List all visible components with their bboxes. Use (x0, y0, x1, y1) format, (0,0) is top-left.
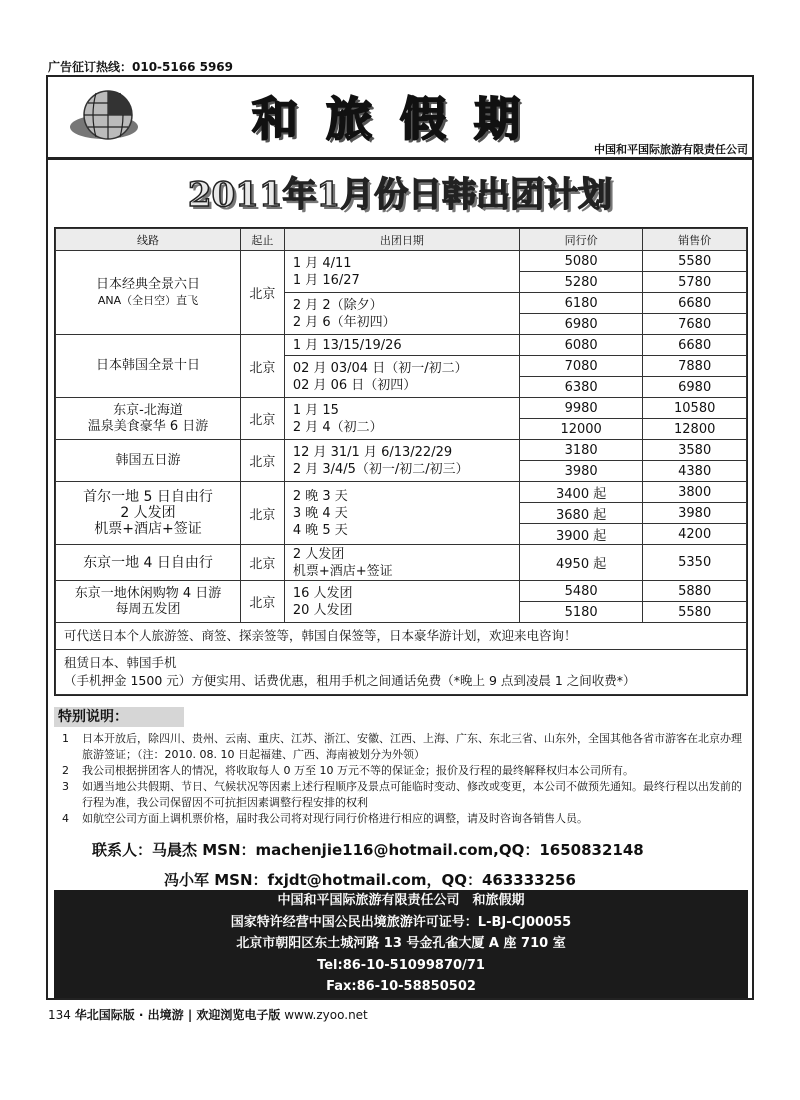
table-row (56, 398, 747, 419)
footer-license: 国家特许经营中国公民出境旅游许可证号：L-BJ-CJ00055 (230, 914, 572, 930)
publication-name: 华北国际版 · 出境游 | 欢迎浏览电子版 (74, 1008, 281, 1022)
trade-price: 6180 (519, 293, 642, 314)
company-name: 中国和平国际旅游有限责任公司 (594, 143, 748, 156)
header-sale-price: 销售价 (643, 229, 747, 251)
route-cell: 东京一地 4 日自由行 (56, 545, 241, 581)
trade-price: 6080 (519, 335, 642, 356)
sale-price: 5780 (643, 272, 747, 293)
brand-title: 和旅假期 (252, 92, 548, 146)
trade-price: 6380 (519, 377, 642, 398)
website-link[interactable]: www.zyoo.net (284, 1008, 368, 1022)
footer-tel: Tel:86-10-51099870/71 (317, 957, 485, 973)
table-row (56, 335, 747, 356)
dates-cell: 02 月 03/04 日（初一/初二） 02 月 06 日（初四） (284, 356, 519, 398)
table-header-row (56, 229, 747, 251)
dates-cell: 1 月 13/15/19/26 (284, 335, 519, 356)
sale-price: 3580 (643, 440, 747, 461)
sale-price: 7880 (643, 356, 747, 377)
sale-price: 5580 (643, 602, 747, 623)
from-cell: 北京 (241, 482, 285, 545)
visa-note: 可代送日本个人旅游签、商签、探亲签等，韩国自保签等，日本豪华游计划，欢迎来电咨询！ (56, 623, 747, 650)
trade-price: 5180 (519, 602, 642, 623)
route-cell: 日本韩国全景十日 (56, 335, 241, 398)
contact-line-1: 联系人：马晨杰 MSN：machenjie116@hotmail.com,QQ：1650832148 (92, 841, 644, 859)
sale-price: 5350 (643, 545, 747, 581)
sale-price: 10580 (643, 398, 747, 419)
table-row (56, 251, 747, 272)
footer-company: 中国和平国际旅游有限责任公司 和旅假期 (277, 893, 525, 908)
trade-price: 5080 (519, 251, 642, 272)
phone-rental-note: 租赁日本、韩国手机 （手机押金 1500 元）方便实用、话费优惠，租用手机之间通话免费（*晚上 9 点到凌晨 1 之间收费*） (56, 650, 747, 695)
dates-cell: 2 人发团 机票+酒店+签证 (284, 545, 519, 581)
trade-price: 5480 (519, 581, 642, 602)
sale-price: 6680 (643, 293, 747, 314)
list-item: 2 我公司根据拼团客人的情况，将收取每人 0 万至 10 万元不等的保证金；报价及行程的最终解释权归本公司所有。 (62, 764, 634, 777)
sale-price: 3980 (643, 503, 747, 524)
trade-price: 9980 (519, 398, 642, 419)
trade-price: 12000 (519, 419, 642, 440)
sale-price: 4380 (643, 461, 747, 482)
list-item: 4 如航空公司方面上调机票价格，届时我公司将对现行同行价格进行相应的调整，请及时咨询各销售人员。 (62, 812, 588, 825)
header-from: 起止 (241, 229, 285, 251)
trade-price: 5280 (519, 272, 642, 293)
trade-price: 6980 (519, 314, 642, 335)
footer-address: 北京市朝阳区东土城河路 13 号金孔雀大厦 A 座 710 室 (236, 936, 566, 951)
from-cell: 北京 (241, 335, 285, 398)
trade-price: 3680 起 (519, 503, 642, 524)
company-info-box (54, 890, 748, 998)
sale-price: 5880 (643, 581, 747, 602)
trade-price: 3900 起 (519, 524, 642, 545)
trade-price: 7080 (519, 356, 642, 377)
contact-line-2: 冯小军 MSN：fxjdt@hotmail.com，QQ：463333256 (164, 871, 576, 889)
dates-cell: 1 月 15 2 月 4（初二） (284, 398, 519, 440)
route-cell: 韩国五日游 (56, 440, 241, 482)
list-item: 1 日本开放后，除四川、贵州、云南、重庆、江苏、浙江、安徽、江西、上海、广东、东北三省、山东外，全国其他各省市游客在北京办理旅游签证；（注：2010. 08. 10 日起福建、广西、海南被划分为外领） (62, 732, 742, 761)
sale-price: 4200 (643, 524, 747, 545)
sale-price: 7680 (643, 314, 747, 335)
footer-fax: Fax:86-10-58850502 (326, 979, 476, 994)
sale-price: 6980 (643, 377, 747, 398)
dates-cell: 2 晚 3 天 3 晚 4 天 4 晚 5 天 (284, 482, 519, 545)
dates-cell: 12 月 31/1 月 6/13/22/29 2 月 3/4/5（初一/初二/初三） (284, 440, 519, 482)
ad-hotline: 广告征订热线：010-5166 5969 (48, 60, 234, 74)
dates-cell: 16 人发团 20 人发团 (284, 581, 519, 623)
header-trade-price: 同行价 (519, 229, 642, 251)
route-cell: 首尔一地 5 日自由行 2 人发团 机票+酒店+签证 (56, 482, 241, 545)
header-dates: 出团日期 (284, 229, 519, 251)
trade-price: 4950 起 (519, 545, 642, 581)
from-cell: 北京 (241, 251, 285, 335)
dates-cell: 1 月 4/11 1 月 16/27 (284, 251, 519, 293)
route-cell: 东京一地休闲购物 4 日游 每周五发团 (56, 581, 241, 623)
route-cell: 东京-北海道 温泉美食豪华 6 日游 (56, 398, 241, 440)
special-notes-heading: 特别说明： (54, 707, 184, 727)
sale-price: 5580 (643, 251, 747, 272)
special-notes-list (56, 731, 746, 827)
tour-table (54, 227, 748, 696)
route-cell: 日本经典全景六日 ANA（全日空）直飞 (56, 251, 241, 335)
page-footer (48, 1006, 368, 1023)
header-route: 线路 (56, 229, 241, 251)
divider (48, 157, 752, 160)
from-cell: 北京 (241, 581, 285, 623)
trade-price: 3980 (519, 461, 642, 482)
list-item: 3 如遇当地公共假期、节日、气候状况等因素上述行程顺序及景点可能临时变动、修改或变更，本公司不做预先通知。最终行程以出发前的行程为准，我公司保留因不可抗拒因素调整行程安排的权利 (62, 780, 742, 809)
table-note-row (56, 623, 747, 650)
page-frame (46, 75, 754, 1000)
plan-title: 2011年1月份日韩出团计划 (187, 175, 613, 215)
trade-price: 3180 (519, 440, 642, 461)
table-note-row (56, 650, 747, 695)
table-row (56, 581, 747, 602)
sale-price: 6680 (643, 335, 747, 356)
trade-price: 3400 起 (519, 482, 642, 503)
page-number: 134 (48, 1008, 71, 1022)
from-cell: 北京 (241, 545, 285, 581)
from-cell: 北京 (241, 440, 285, 482)
from-cell: 北京 (241, 398, 285, 440)
dates-cell: 2 月 2（除夕） 2 月 6（年初四） (284, 293, 519, 335)
sale-price: 3800 (643, 482, 747, 503)
sale-price: 12800 (643, 419, 747, 440)
table-row (56, 482, 747, 503)
table-row (56, 440, 747, 461)
table-row (56, 545, 747, 581)
